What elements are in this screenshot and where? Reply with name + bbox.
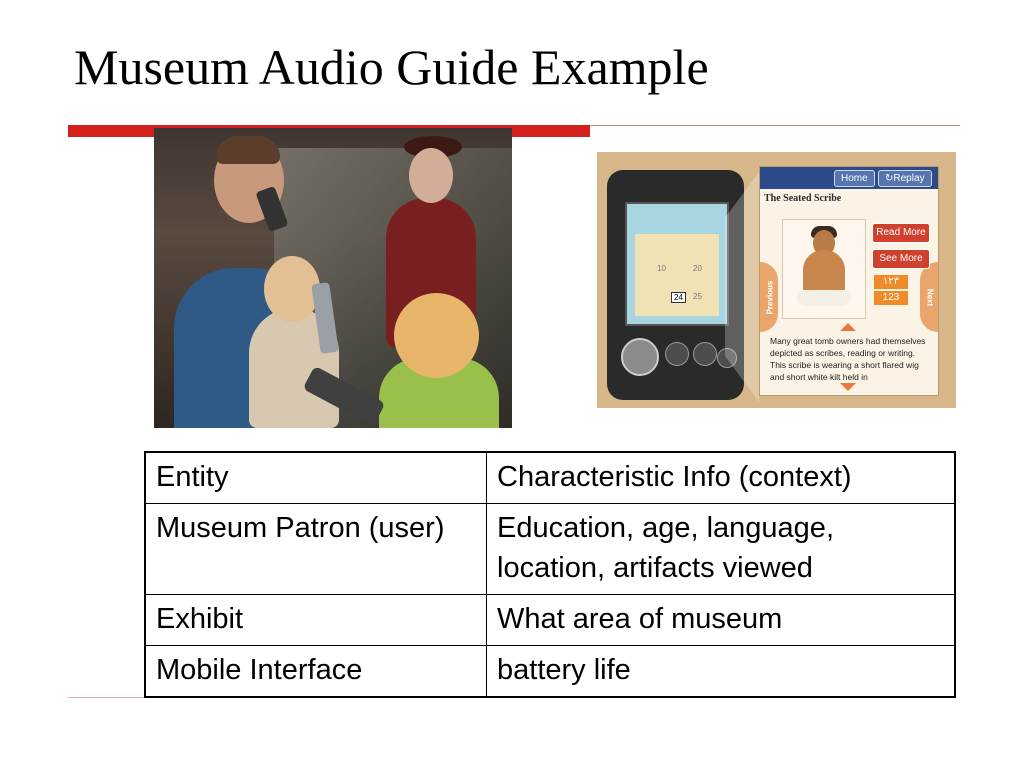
map-room-number: 10 (657, 264, 666, 273)
scroll-down-icon[interactable] (840, 383, 856, 391)
table-cell-info: battery life (487, 646, 956, 698)
table-cell-entity: Mobile Interface (145, 646, 487, 698)
table-row (145, 595, 955, 646)
pda-dpad (621, 338, 659, 376)
previous-label: Previous (765, 280, 775, 315)
number-arabic-button[interactable]: ١٢٣ (874, 275, 908, 289)
adult-visitor-hair (216, 136, 280, 164)
table-cell-info: Education, age, language, location, artifacts viewed (487, 504, 956, 595)
pda-hardware-button (693, 342, 717, 366)
pda-guide-illustration (597, 152, 956, 408)
pda-zoomed-panel (759, 166, 939, 396)
exhibit-description: Many great tomb owners had themselves depicted as scribes, reading or writing. This scribe is wearing a short flared wig and short white kilt held in (770, 336, 926, 382)
mannequin-head (409, 148, 453, 203)
table-cell-entity: Museum Patron (user) (145, 504, 487, 595)
seated-scribe-image (782, 219, 866, 319)
table-cell-entity: Entity (145, 452, 487, 504)
slide-title: Museum Audio Guide Example (74, 39, 709, 95)
table-cell-info: What area of museum (487, 595, 956, 646)
pda-hardware-button (665, 342, 689, 366)
table-row (145, 452, 955, 504)
table-row (145, 504, 955, 595)
home-button[interactable]: Home (834, 170, 875, 187)
replay-button[interactable]: ↻Replay (878, 170, 932, 187)
see-more-button[interactable]: See More (872, 249, 930, 269)
museum-visitors-photo (154, 128, 512, 428)
panel-top-bar (760, 167, 938, 189)
boy-visitor-head (394, 293, 479, 378)
pda-device-body (607, 170, 744, 400)
title-divider-line (590, 125, 960, 126)
read-more-button[interactable]: Read More (872, 223, 930, 243)
pda-screen (625, 202, 729, 326)
scribe-kilt (797, 290, 851, 306)
number-latin-button[interactable]: 123 (874, 291, 908, 305)
museum-floor-map (635, 234, 719, 316)
context-info-table (144, 451, 956, 698)
table-row (145, 646, 955, 698)
table-cell-entity: Exhibit (145, 595, 487, 646)
footer-divider-line (68, 697, 148, 698)
map-room-number: 20 (693, 264, 702, 273)
scroll-up-icon[interactable] (840, 323, 856, 331)
map-current-room: 24 (671, 292, 686, 303)
exhibit-title: The Seated Scribe (764, 193, 842, 204)
table-cell-info: Characteristic Info (context) (487, 452, 956, 504)
next-label: Next (925, 288, 935, 307)
map-room-number: 25 (693, 292, 702, 301)
